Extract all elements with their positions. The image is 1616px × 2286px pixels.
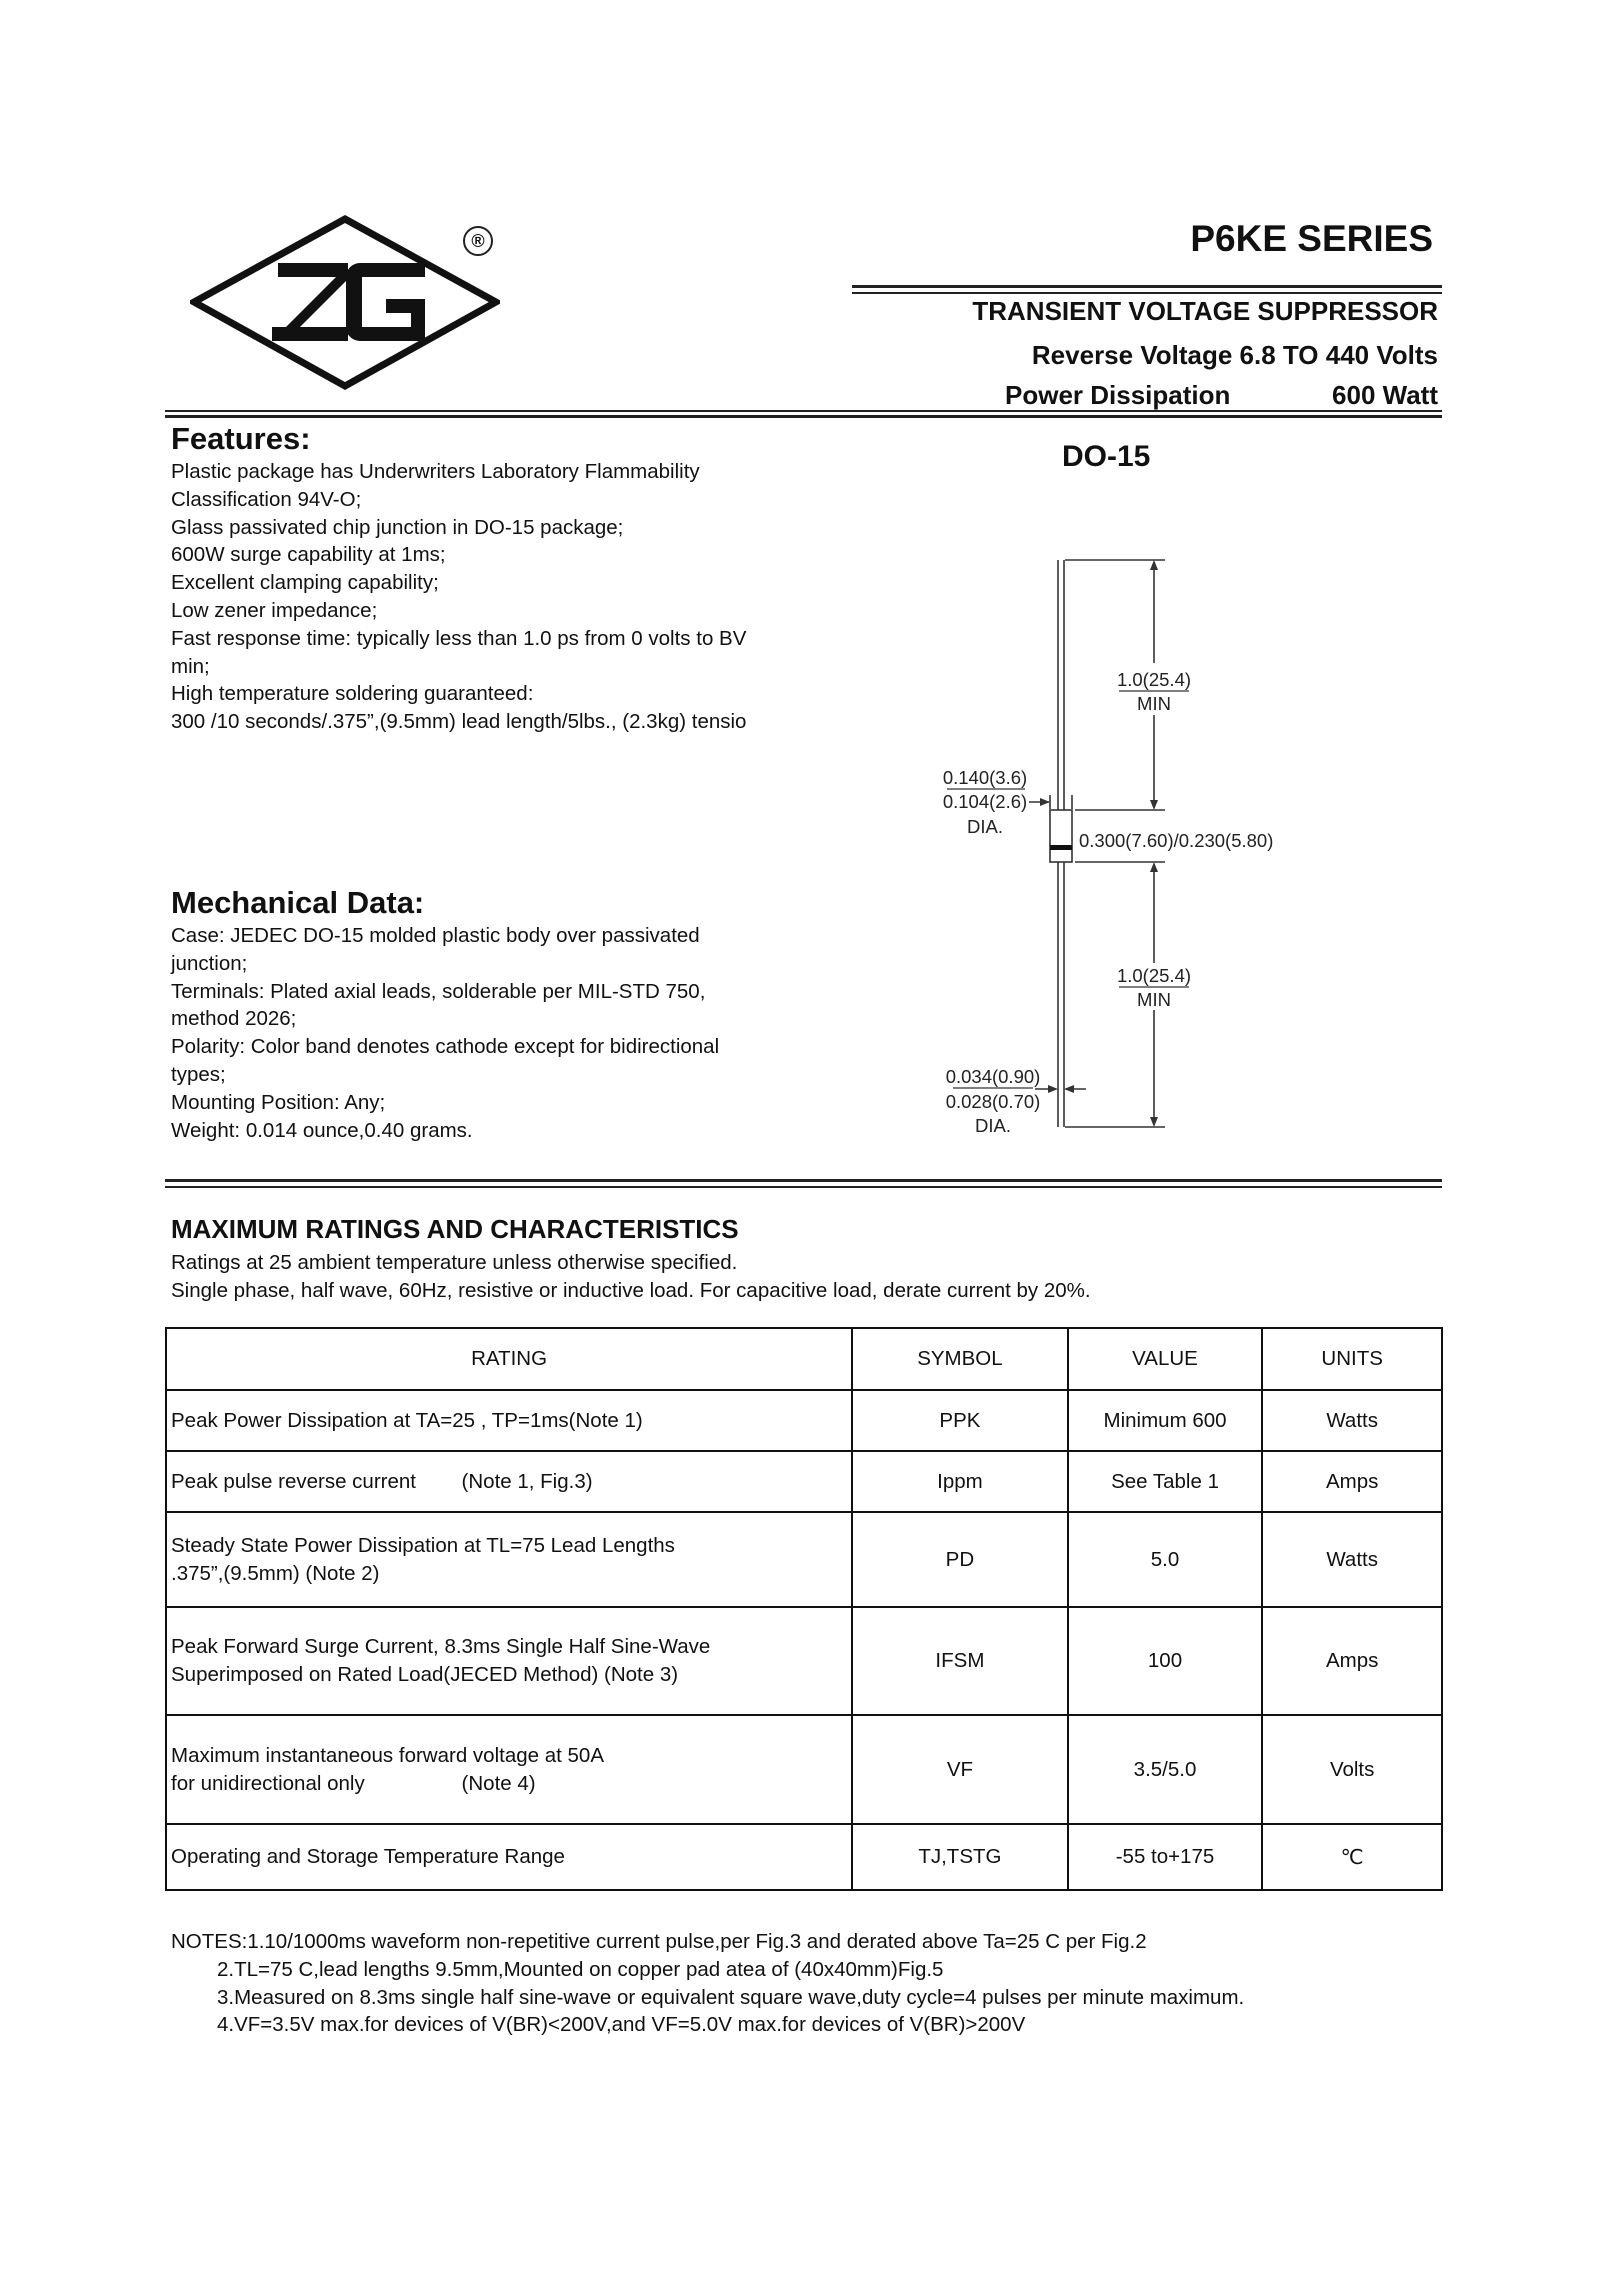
rating-cell — [166, 1607, 852, 1715]
table-row — [166, 1390, 1442, 1451]
symbol-cell: IFSM — [852, 1607, 1068, 1715]
note-line: 2.TL=75 C,lead lengths 9.5mm,Mounted on copper pad atea of (40x40mm)Fig.5 — [217, 1957, 944, 1981]
dim-lead-bottom-min: MIN — [1137, 989, 1171, 1010]
mechanical-line: Case: JEDEC DO-15 molded plastic body over passivated — [171, 924, 700, 947]
notes-section — [171, 1928, 1244, 2039]
rating-cell — [166, 1512, 852, 1607]
table-row — [166, 1824, 1442, 1890]
header-rule-thin — [852, 292, 1442, 294]
note-line: NOTES:1.10/1000ms waveform non-repetitive current pulse,per Fig.3 and derated above Ta=25 C per Fig.2 — [171, 1930, 1147, 1953]
features-line: Low zener impedance; — [171, 598, 378, 622]
rating-cell — [166, 1715, 852, 1824]
dim-body-dia-min: 0.104(2.6) — [942, 791, 1028, 812]
mechanical-line: Terminals: Plated axial leads, solderable per MIL-STD 750, — [171, 979, 706, 1003]
ratings-table — [165, 1327, 1443, 1891]
units-cell: Watts — [1262, 1512, 1442, 1607]
rating-text: Operating and Storage Temperature Range — [171, 1845, 565, 1868]
ratings-subtitle — [171, 1249, 1091, 1305]
value-cell: 3.5/5.0 — [1068, 1715, 1263, 1824]
features-line: 300 /10 seconds/.375”,(9.5mm) lead length/5lbs., (2.3kg) tensio — [171, 710, 747, 734]
value-cell: -55 to+175 — [1068, 1824, 1263, 1890]
power-dissipation-label: Power Dissipation — [1005, 380, 1231, 410]
rating-text: Peak pulse reverse current (Note 1, Fig.3) — [171, 1469, 593, 1493]
dim-lead-bottom-value: 1.0(25.4) — [1116, 965, 1192, 986]
note-line: 3.Measured on 8.3ms single half sine-wave or equivalent square wave,duty cycle=4 pulses per minute maximum. — [217, 1985, 1245, 2009]
symbol-cell: VF — [852, 1715, 1068, 1824]
section-rule-thin — [165, 1186, 1442, 1188]
rating-cell — [166, 1451, 852, 1512]
mechanical-line: types; — [171, 1062, 226, 1086]
mechanical-list — [171, 922, 801, 1144]
symbol-cell: PD — [852, 1512, 1068, 1607]
header-rule — [852, 285, 1442, 288]
features-list — [171, 458, 801, 736]
package-name: DO-15 — [1062, 440, 1151, 473]
ratings-subtitle-line: Ratings at 25 ambient temperature unless otherwise specified. — [171, 1251, 738, 1274]
table-row — [166, 1512, 1442, 1607]
diode-body — [1050, 810, 1072, 862]
rating-text: Superimposed on Rated Load(JECED Method) (Note 3) — [171, 1663, 679, 1686]
value-cell: Minimum 600 — [1068, 1390, 1263, 1451]
section-rule — [165, 415, 1442, 418]
rating-cell — [166, 1824, 852, 1890]
header-rating: RATING — [166, 1328, 852, 1390]
dim-wire-dia-max: 0.034(0.90) — [945, 1066, 1041, 1087]
features-line: Plastic package has Underwriters Laboratory Flammability — [171, 460, 700, 483]
rating-text: for unidirectional only (Note 4) — [171, 1771, 536, 1795]
mechanical-line: method 2026; — [171, 1007, 297, 1031]
rating-cell — [166, 1390, 852, 1451]
table-row — [166, 1451, 1442, 1512]
company-logo — [190, 215, 500, 390]
header-symbol: SYMBOL — [852, 1328, 1068, 1390]
section-rule — [165, 1179, 1442, 1182]
cathode-band — [1050, 845, 1072, 850]
features-line: min; — [171, 654, 210, 678]
table-row — [166, 1607, 1442, 1715]
table-row — [166, 1715, 1442, 1824]
reverse-voltage-spec: Reverse Voltage 6.8 TO 440 Volts — [1031, 340, 1438, 370]
dim-wire-dia-min: 0.028(0.70) — [945, 1091, 1041, 1112]
symbol-cell: PPK — [852, 1390, 1068, 1451]
dim-body-dia-max: 0.140(3.6) — [942, 767, 1028, 788]
dim-body-dia-label: DIA. — [967, 816, 1003, 837]
value-cell: 5.0 — [1068, 1512, 1263, 1607]
mechanical-line: Weight: 0.014 ounce,0.40 grams. — [171, 1118, 473, 1142]
symbol-cell: Ippm — [852, 1451, 1068, 1512]
dim-wire-dia-label: DIA. — [975, 1115, 1011, 1136]
features-title: Features: — [171, 421, 311, 456]
units-cell: Volts — [1262, 1715, 1442, 1824]
dim-lead-top-min: MIN — [1137, 693, 1171, 714]
logo-z-g-letters — [272, 263, 425, 341]
table-header-row — [166, 1328, 1442, 1390]
ratings-subtitle-line: Single phase, half wave, 60Hz, resistive or inductive load. For capacitive load, derate current by 20%. — [171, 1279, 1091, 1302]
dim-body-length: 0.300(7.60)/0.230(5.80) — [1079, 830, 1274, 851]
rating-text: Maximum instantaneous forward voltage at 50A — [171, 1743, 605, 1767]
units-cell: ℃ — [1262, 1824, 1442, 1890]
units-cell: Amps — [1262, 1607, 1442, 1715]
header-units: UNITS — [1262, 1328, 1442, 1390]
mechanical-line: junction; — [171, 951, 248, 975]
units-cell: Amps — [1262, 1451, 1442, 1512]
features-line: Excellent clamping capability; — [171, 571, 439, 595]
features-line: Classification 94V-O; — [171, 487, 362, 511]
symbol-cell: TJ,TSTG — [852, 1824, 1068, 1890]
power-dissipation-value: 600 Watt — [1332, 380, 1438, 410]
mechanical-line: Polarity: Color band denotes cathode except for bidirectional — [171, 1035, 720, 1059]
product-type: TRANSIENT VOLTAGE SUPPRESSOR — [972, 296, 1438, 326]
units-cell: Watts — [1262, 1390, 1442, 1451]
rating-text: .375”,(9.5mm) (Note 2) — [171, 1561, 380, 1585]
dim-lead-top-value: 1.0(25.4) — [1116, 669, 1192, 690]
note-line: 4.VF=3.5V max.for devices of V(BR)<200V,and VF=5.0V max.for devices of V(BR)>200V — [217, 2013, 1026, 2037]
features-line: Fast response time: typically less than 1.0 ps from 0 volts to BV — [171, 626, 747, 650]
value-cell: 100 — [1068, 1607, 1263, 1715]
section-rule-thin — [165, 410, 1442, 412]
features-line: High temperature soldering guaranteed: — [171, 682, 534, 706]
rating-text: Peak Forward Surge Current, 8.3ms Single Half Sine-Wave — [171, 1635, 711, 1658]
do15-package-diagram — [905, 555, 1325, 1155]
header-value: VALUE — [1068, 1328, 1263, 1390]
ratings-title: MAXIMUM RATINGS AND CHARACTERISTICS — [171, 1214, 739, 1244]
series-title: P6KE SERIES — [1190, 218, 1433, 259]
rating-text: Peak Power Dissipation at TA=25 , TP=1ms(Note 1) — [171, 1408, 643, 1432]
value-cell: See Table 1 — [1068, 1451, 1263, 1512]
mechanical-line: Mounting Position: Any; — [171, 1090, 386, 1114]
registered-trademark-mark: ® — [463, 226, 493, 256]
mechanical-title: Mechanical Data: — [171, 885, 425, 920]
features-line: Glass passivated chip junction in DO-15 package; — [171, 515, 624, 539]
features-line: 600W surge capability at 1ms; — [171, 543, 446, 567]
rating-text: Steady State Power Dissipation at TL=75 Lead Lengths — [171, 1533, 675, 1557]
